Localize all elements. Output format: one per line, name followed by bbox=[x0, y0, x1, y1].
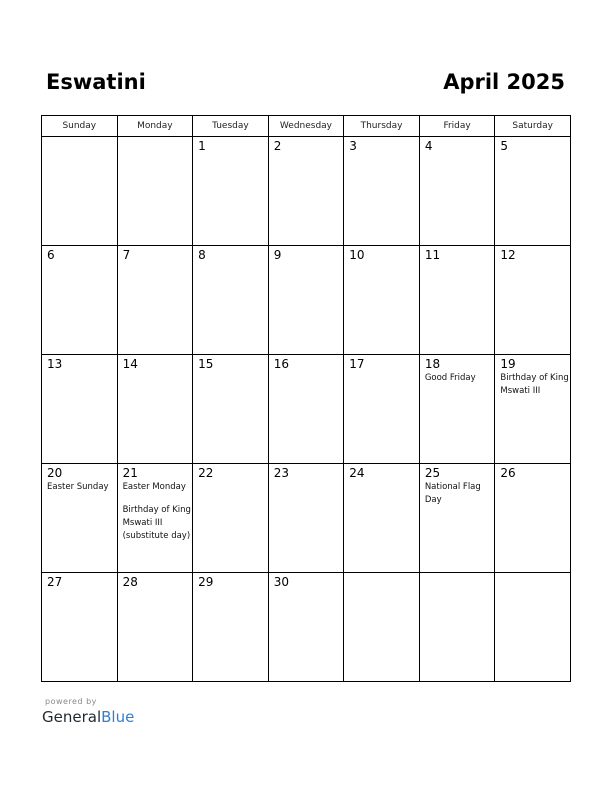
day-cell bbox=[193, 246, 269, 355]
day-cell bbox=[42, 246, 118, 355]
day-number: 18 bbox=[424, 357, 441, 371]
day-cell bbox=[42, 573, 118, 682]
day-number: 30 bbox=[273, 575, 289, 589]
day-number: 25 bbox=[424, 466, 441, 480]
day-cell bbox=[117, 464, 193, 573]
holiday-label: Easter Monday bbox=[122, 482, 186, 492]
holiday-label: Easter Sunday bbox=[47, 482, 109, 492]
week-row bbox=[42, 464, 571, 573]
day-cell bbox=[42, 464, 118, 573]
calendar-country-title: Eswatini bbox=[46, 70, 146, 94]
day-cell bbox=[495, 464, 571, 573]
day-number: 6 bbox=[47, 248, 55, 262]
day-cell bbox=[344, 137, 420, 246]
day-number: 2 bbox=[273, 139, 282, 153]
day-number: 3 bbox=[349, 139, 357, 153]
holiday-label: National Flag Day bbox=[424, 482, 481, 505]
day-cell bbox=[117, 246, 193, 355]
day-number: 4 bbox=[424, 139, 433, 153]
day-cell bbox=[268, 464, 344, 573]
day-cell bbox=[268, 246, 344, 355]
day-cell bbox=[268, 573, 344, 682]
day-cell bbox=[193, 137, 269, 246]
holiday-spacer bbox=[123, 494, 193, 504]
powered-by-label: powered by bbox=[45, 697, 97, 706]
day-number: 14 bbox=[122, 357, 138, 371]
day-cell bbox=[117, 137, 193, 246]
holiday-label: Good Friday bbox=[424, 373, 476, 383]
day-cell bbox=[419, 464, 495, 573]
day-cell bbox=[495, 355, 571, 464]
weekday-sunday: Sunday bbox=[42, 116, 118, 137]
day-number: 10 bbox=[349, 248, 365, 262]
weekday-saturday: Saturday bbox=[495, 116, 571, 137]
day-cell bbox=[344, 464, 420, 573]
day-cell bbox=[419, 137, 495, 246]
day-number: 5 bbox=[500, 139, 509, 153]
day-number: 1 bbox=[198, 139, 206, 153]
day-number: 29 bbox=[198, 575, 214, 589]
weekday-wednesday: Wednesday bbox=[268, 116, 344, 137]
day-number: 27 bbox=[47, 575, 63, 589]
day-number: 19 bbox=[500, 357, 516, 371]
day-number: 22 bbox=[198, 466, 214, 480]
day-number: 15 bbox=[198, 357, 214, 371]
week-row bbox=[42, 355, 571, 464]
day-cell bbox=[42, 355, 118, 464]
logo-general-text: General bbox=[42, 708, 102, 726]
day-cell bbox=[419, 355, 495, 464]
holiday-label: Birthday of King Mswati III (substitute day) bbox=[122, 505, 191, 541]
day-cell bbox=[344, 573, 420, 682]
day-cell bbox=[495, 573, 571, 682]
day-number: 8 bbox=[198, 248, 206, 262]
day-cell bbox=[419, 573, 495, 682]
day-number: 7 bbox=[122, 248, 131, 262]
day-cell bbox=[344, 355, 420, 464]
weekday-header-row bbox=[42, 116, 571, 137]
day-number: 13 bbox=[47, 357, 63, 371]
day-number: 28 bbox=[122, 575, 138, 589]
day-cell bbox=[193, 464, 269, 573]
day-cell bbox=[344, 246, 420, 355]
day-number: 26 bbox=[500, 466, 516, 480]
week-row bbox=[42, 246, 571, 355]
week-row bbox=[42, 573, 571, 682]
day-cell bbox=[268, 137, 344, 246]
day-number: 20 bbox=[47, 466, 63, 480]
day-number: 12 bbox=[500, 248, 516, 262]
day-number: 11 bbox=[424, 248, 441, 262]
weekday-monday: Monday bbox=[117, 116, 193, 137]
holiday-label: Birthday of King Mswati III bbox=[500, 373, 569, 396]
day-cell bbox=[495, 137, 571, 246]
weekday-tuesday: Tuesday bbox=[193, 116, 269, 137]
day-cell bbox=[495, 246, 571, 355]
weekday-thursday: Thursday bbox=[344, 116, 420, 137]
day-cell bbox=[42, 137, 118, 246]
day-cell bbox=[419, 246, 495, 355]
day-number: 24 bbox=[349, 466, 365, 480]
day-cell bbox=[268, 355, 344, 464]
day-number: 17 bbox=[349, 357, 365, 371]
day-cell bbox=[193, 355, 269, 464]
day-number: 23 bbox=[273, 466, 289, 480]
day-cell bbox=[117, 573, 193, 682]
calendar-grid bbox=[41, 115, 571, 682]
day-number: 9 bbox=[273, 248, 282, 262]
calendar-month-title: April 2025 bbox=[443, 70, 565, 94]
logo-blue-text: Blue bbox=[101, 708, 135, 726]
day-number: 16 bbox=[273, 357, 289, 371]
day-cell bbox=[117, 355, 193, 464]
generalblue-logo[interactable] bbox=[42, 708, 134, 726]
weekday-friday: Friday bbox=[419, 116, 495, 137]
day-cell bbox=[193, 573, 269, 682]
week-row bbox=[42, 137, 571, 246]
day-number: 21 bbox=[122, 466, 138, 480]
